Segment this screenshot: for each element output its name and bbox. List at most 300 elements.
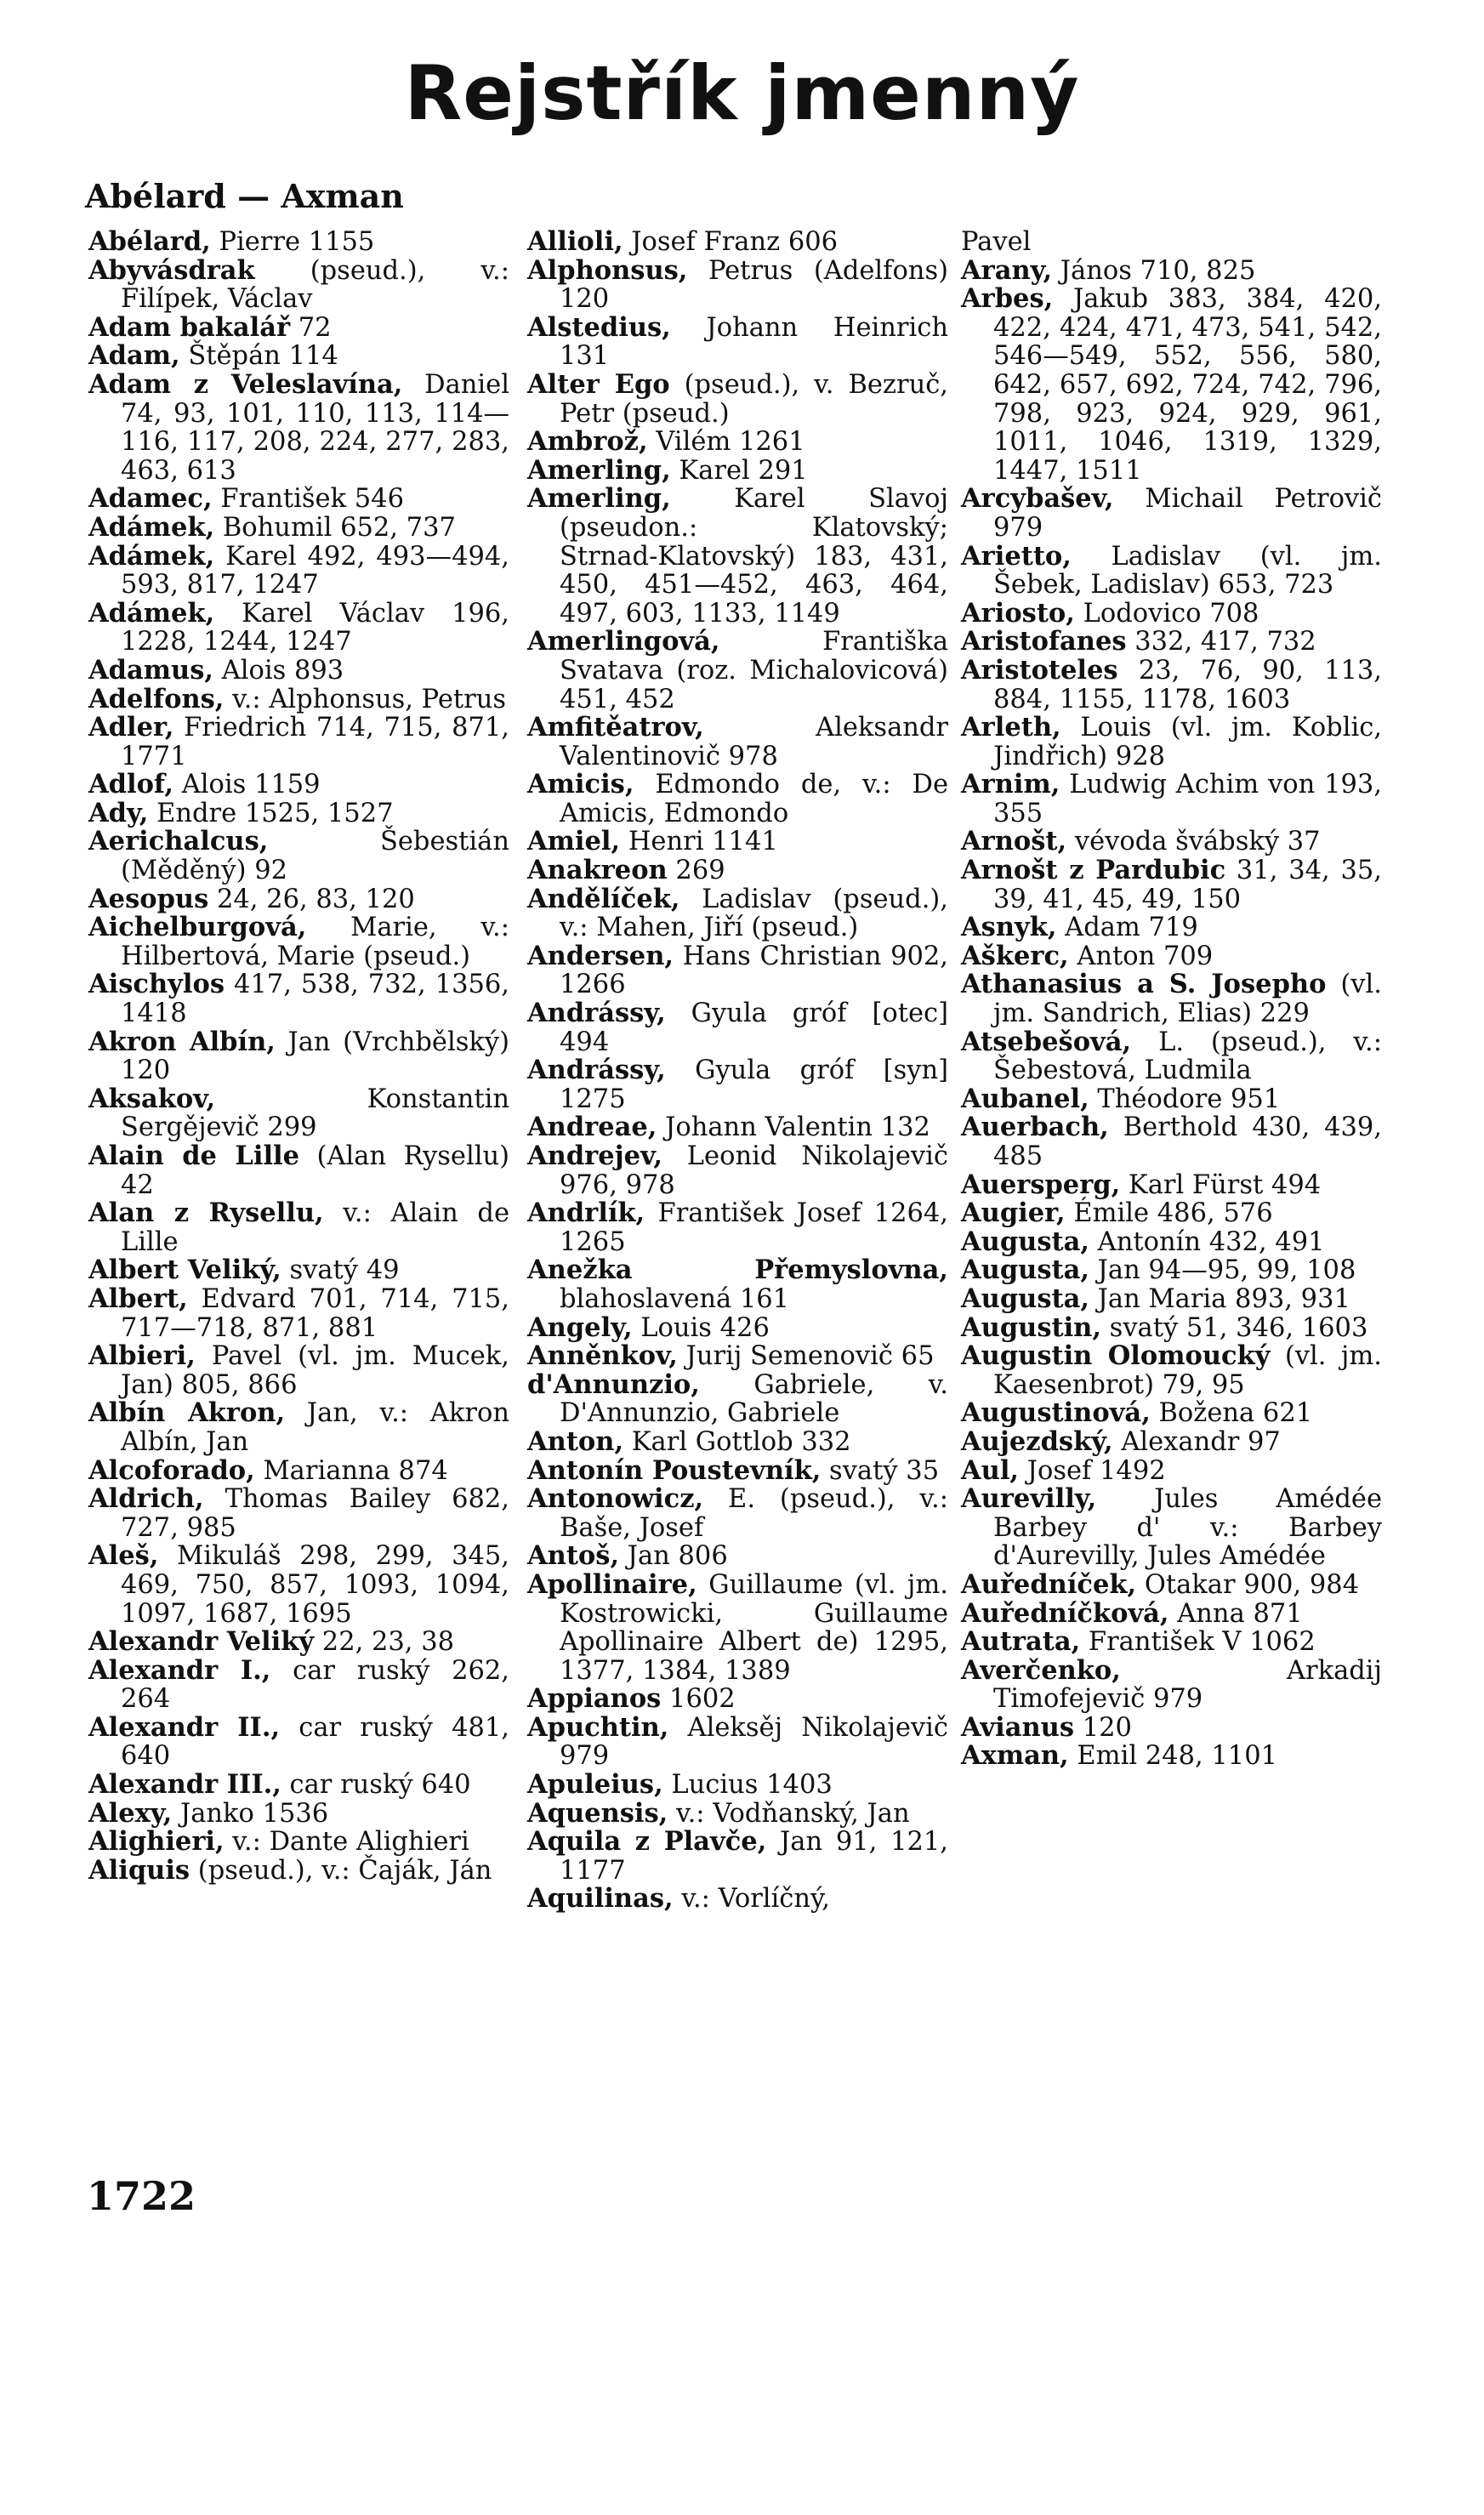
- index-entry: [527, 942, 948, 999]
- index-entry: [88, 485, 509, 514]
- index-entry: [527, 1685, 948, 1714]
- index-entry: [88, 311, 509, 343]
- entry-references: Louis 426: [632, 1312, 770, 1343]
- entry-headword: Arleth,: [961, 712, 1061, 743]
- index-entry: [961, 254, 1382, 286]
- entry-headword: Auerbach,: [961, 1112, 1109, 1143]
- entry-references: Ludwig Achim von 193, 355: [993, 770, 1382, 828]
- entry-headword: Arnim,: [961, 769, 1060, 800]
- entry-references: (Alan Rysellu) 42: [121, 1141, 510, 1200]
- entry-headword: Amiel,: [527, 826, 621, 857]
- entry-references: Otakar 900, 984: [1136, 1569, 1360, 1600]
- entry-headword: Alstedius,: [527, 311, 671, 343]
- entry-references: Antonín 432, 491: [1089, 1226, 1325, 1257]
- entry-headword: Anakreon: [527, 855, 668, 886]
- entry-references: v.: Vodňanský, Jan: [668, 1798, 910, 1829]
- index-column-3: [961, 228, 1382, 1771]
- index-entry: [527, 1542, 948, 1571]
- index-entry: [961, 628, 1382, 657]
- entry-references: Konstantin Sergějevič 299: [121, 1084, 509, 1143]
- entry-headword: Aksakov,: [88, 1083, 216, 1114]
- index-entry: [88, 540, 509, 600]
- entry-references: car ruský 481, 640: [121, 1712, 509, 1772]
- entry-references: Bohumil 652, 737: [214, 512, 456, 543]
- entry-headword: Augusta,: [961, 1283, 1089, 1314]
- index-entry: [88, 1028, 509, 1085]
- index-entry: [88, 1542, 509, 1628]
- index-column-2: [527, 228, 948, 1914]
- entry-references: Josef 1492: [1019, 1455, 1166, 1486]
- entry-headword: Avianus: [961, 1711, 1075, 1743]
- index-entry: [527, 1885, 948, 1914]
- section-range-heading: Abélard — Axman: [85, 177, 404, 215]
- index-entry: [88, 1199, 509, 1256]
- index-entry: [88, 228, 509, 257]
- index-entry: [961, 771, 1382, 828]
- entry-references: Karel Václav 196, 1228, 1244, 1247: [121, 598, 509, 657]
- entry-references: Arkadij Timofejevič 979: [993, 1655, 1382, 1715]
- index-entry: [88, 1654, 510, 1715]
- index-entry: [527, 1711, 948, 1772]
- entry-headword: Antonín Poustevník,: [527, 1454, 822, 1486]
- index-entry: [88, 828, 509, 885]
- entry-references: János 710, 825: [1052, 255, 1256, 286]
- entry-headword: Apollinaire,: [527, 1568, 697, 1600]
- index-entry: [88, 1628, 509, 1657]
- entry-headword: Abélard,: [88, 226, 211, 257]
- entry-headword: Arnošt,: [961, 826, 1067, 857]
- entry-references: Hans Christian 902, 1266: [560, 941, 948, 1000]
- entry-headword: Axman,: [961, 1740, 1069, 1772]
- entry-headword: Arietto,: [961, 540, 1072, 572]
- entry-headword: Anton,: [527, 1425, 624, 1457]
- entry-references: Jan, v.: Akron Albín, Jan: [121, 1398, 509, 1457]
- entry-references: Edmondo de, v.: De Amicis, Edmondo: [560, 770, 948, 828]
- entry-headword: Amerlingová,: [527, 626, 720, 657]
- index-entry: [88, 1342, 509, 1399]
- entry-headword: Aujezdský,: [961, 1425, 1113, 1457]
- entry-headword: Amerling,: [527, 483, 671, 515]
- entry-headword: Ady,: [88, 797, 149, 828]
- entry-headword: Andrássy,: [527, 998, 666, 1029]
- index-entry: [961, 1085, 1382, 1114]
- entry-references: Karl Gottlob 332: [623, 1426, 851, 1457]
- entry-headword: Aesopus: [88, 883, 209, 914]
- entry-headword: Alan z Rysellu,: [88, 1198, 324, 1229]
- entry-headword: Aubanel,: [961, 1083, 1089, 1114]
- entry-references: Mikuláš 298, 299, 345, 469, 750, 857, 1093, 1094, 1097, 1687, 1695: [121, 1541, 509, 1629]
- index-entry: [88, 597, 509, 657]
- index-entry: [88, 368, 509, 486]
- entry-references: František 546: [212, 484, 404, 515]
- index-entry: [88, 1399, 509, 1456]
- entry-references: Alois 1159: [173, 770, 321, 800]
- entry-headword: Arcybašev,: [961, 483, 1114, 515]
- entry-headword: Adam z Veleslavína,: [88, 368, 403, 400]
- entry-headword: Augustin,: [961, 1312, 1101, 1343]
- page-title: Rejstřík jmenný: [404, 49, 1080, 137]
- entry-references: Adam 719: [1056, 913, 1198, 943]
- index-entry: [88, 1828, 509, 1857]
- index-entry: [527, 1056, 948, 1113]
- index-entry: [961, 1654, 1382, 1715]
- index-entry: [527, 454, 948, 486]
- index-entry: [961, 856, 1382, 913]
- entry-references: v.: Dante Alighieri: [224, 1827, 469, 1858]
- entry-references: Aleksandr Valentinovič 978: [560, 713, 948, 771]
- index-entry: [527, 1142, 948, 1199]
- index-entry: [961, 485, 1382, 542]
- index-entry: [961, 1597, 1382, 1629]
- index-entry: [88, 254, 509, 315]
- entry-references: Michail Petrovič 979: [993, 484, 1382, 543]
- entry-headword: Aleš,: [88, 1540, 159, 1572]
- entry-headword: Andělíček,: [527, 883, 680, 914]
- entry-references: Thomas Bailey 682, 727, 985: [121, 1484, 509, 1543]
- entry-headword: Arnošt z Pardubic: [961, 855, 1226, 886]
- entry-headword: Adamus,: [88, 654, 213, 686]
- entry-references: Théodore 951: [1089, 1084, 1281, 1114]
- entry-headword: Alexandr III.,: [88, 1769, 281, 1801]
- index-entry: [527, 485, 948, 628]
- index-entry: [961, 913, 1382, 942]
- entry-headword: Adam bakalář: [88, 311, 291, 343]
- entry-references: E. (pseud.), v.: Baše, Josef: [560, 1484, 948, 1543]
- entry-headword: Adam,: [88, 340, 180, 372]
- entry-references: Karl Fürst 494: [1120, 1169, 1322, 1200]
- entry-headword: Aischylos: [88, 969, 225, 1000]
- entry-headword: Alphonsus,: [527, 254, 688, 286]
- index-entry: [88, 1771, 509, 1800]
- entry-references: Ladislav (vl. jm. Šebek, Ladislav) 653, 723: [993, 541, 1382, 600]
- entry-headword: Alcoforado,: [88, 1454, 255, 1486]
- index-entry: [961, 1485, 1382, 1571]
- entry-headword: Adelfons,: [88, 683, 225, 714]
- index-entry: [527, 771, 948, 828]
- entry-headword: Alexandr I.,: [88, 1654, 271, 1686]
- index-entry: [961, 1742, 1382, 1771]
- entry-references: Jan (Vrchbělský) 120: [121, 1027, 509, 1086]
- entry-references: František V 1062: [1080, 1627, 1316, 1658]
- entry-references: 23, 76, 90, 113, 884, 1155, 1178, 1603: [993, 655, 1382, 714]
- entry-references: (vl. jm. Sandrich, Elias) 229: [993, 970, 1382, 1029]
- entry-headword: Allioli,: [527, 226, 623, 257]
- entry-references: Daniel 74, 93, 101, 110, 113, 114—116, 117, 208, 224, 277, 283, 463, 613: [121, 369, 509, 486]
- index-entry: [527, 1454, 948, 1486]
- entry-references: Ladislav (pseud.), v.: Mahen, Jiří (pseud.): [560, 884, 948, 943]
- entry-references: Šebestián (Měděný) 92: [121, 827, 509, 886]
- entry-headword: Apuchtin,: [527, 1711, 669, 1743]
- index-entry: [88, 1854, 509, 1886]
- index-entry: [961, 1628, 1382, 1657]
- entry-references: Alois 893: [213, 655, 344, 686]
- entry-references: Alexandr 97: [1112, 1426, 1281, 1457]
- entry-references: (pseud.), v.: Filípek, Václav: [121, 255, 509, 315]
- entry-headword: Augustinová,: [961, 1397, 1151, 1429]
- index-entry: [527, 1314, 948, 1343]
- entry-headword: Andrássy,: [527, 1055, 666, 1086]
- entry-references: Jurij Semenovič 65: [677, 1341, 935, 1372]
- entry-references: Karel 492, 493—494, 593, 817, 1247: [121, 541, 509, 600]
- entry-references: Jan 94—95, 99, 108: [1089, 1255, 1356, 1286]
- entry-references: Jan 806: [619, 1541, 728, 1572]
- entry-references: (pseud.), v. Bezruč, Petr (pseud.): [560, 369, 948, 429]
- entry-headword: Abyvásdrak: [88, 254, 255, 286]
- entry-references: Berthold 430, 439, 485: [993, 1112, 1382, 1171]
- index-entry: [961, 540, 1382, 600]
- entry-references: Pavel (vl. jm. Mucek, Jan) 805, 866: [121, 1341, 509, 1400]
- index-entry: [88, 970, 509, 1027]
- entry-headword: Arany,: [961, 254, 1053, 286]
- entry-headword: Albín Akron,: [88, 1397, 286, 1429]
- entry-headword: d'Annunzio,: [527, 1368, 700, 1400]
- entry-headword: Alter Ego: [527, 368, 670, 400]
- index-entry: [527, 428, 948, 457]
- entry-headword: Adler,: [88, 712, 174, 743]
- index-entry: [961, 1454, 1382, 1486]
- index-entry: [527, 1771, 948, 1800]
- entry-references: Karel Slavoj (pseudon.: Klatovský; Strnad-Klatovský) 183, 431, 450, 451—452, 463, 464, 497, 603, 1133, 1149: [560, 484, 948, 629]
- entry-headword: Athanasius a S. Josepho: [961, 969, 1327, 1000]
- index-entry: [88, 1085, 509, 1142]
- entry-references: Johann Heinrich 131: [560, 312, 948, 372]
- entry-headword: Angely,: [527, 1312, 633, 1343]
- entry-headword: Asnyk,: [961, 912, 1057, 943]
- entry-headword: Amfitěatrov,: [527, 712, 704, 743]
- page-number: 1722: [87, 2173, 196, 2219]
- entry-headword: Auředníček,: [961, 1568, 1137, 1600]
- entry-references: Anton 709: [1068, 941, 1214, 971]
- index-entry: [961, 1342, 1382, 1399]
- entry-headword: Antoš,: [527, 1540, 620, 1572]
- entry-references: 332, 417, 732: [1126, 627, 1316, 657]
- index-entry: [88, 771, 509, 799]
- entry-references: Louis (vl. jm. Koblic, Jindřich) 928: [993, 713, 1382, 771]
- entry-headword: Aquila z Plavče,: [527, 1826, 767, 1858]
- entry-headword: Andrlík,: [527, 1198, 645, 1229]
- entry-headword: Adámek,: [88, 511, 215, 543]
- index-entry: [88, 1711, 509, 1772]
- entry-headword: Alain de Lille: [88, 1141, 300, 1171]
- index-entry: [961, 654, 1382, 714]
- entry-headword: Augusta,: [961, 1255, 1089, 1286]
- index-entry: [527, 1113, 948, 1142]
- entry-references: 72: [290, 312, 332, 343]
- index-entry: [88, 1454, 509, 1486]
- entry-references: svatý 51, 346, 1603: [1100, 1312, 1368, 1343]
- entry-references: Jules Amédée Barbey d' v.: Barbey d'Aurevilly, Jules Amédée: [993, 1484, 1382, 1572]
- entry-references: svatý 35: [821, 1455, 940, 1486]
- entry-references: Aleksěj Nikolajevič 979: [560, 1712, 948, 1772]
- index-entry: [527, 311, 948, 372]
- entry-references: Gyula gróf [syn] 1275: [560, 1056, 948, 1114]
- index-entry: [88, 714, 509, 771]
- index-entry: [527, 1425, 948, 1457]
- entry-headword: Alighieri,: [88, 1826, 225, 1858]
- entry-references: 120: [1074, 1712, 1132, 1743]
- index-entry: [961, 1028, 1382, 1085]
- entry-headword: Andrejev,: [527, 1141, 662, 1171]
- entry-headword: Adlof,: [88, 769, 173, 800]
- entry-headword: Amicis,: [527, 769, 634, 800]
- entry-headword: Apuleius,: [527, 1769, 663, 1801]
- index-entry: [527, 368, 948, 429]
- entry-headword: Aurevilly,: [961, 1483, 1097, 1515]
- entry-headword: Adámek,: [88, 540, 215, 572]
- entry-headword: Arbes,: [961, 283, 1054, 315]
- entry-headword: Auředníčková,: [961, 1597, 1169, 1629]
- index-entry: [527, 885, 948, 942]
- entry-headword: Aquilinas,: [527, 1883, 674, 1915]
- index-entry: [88, 683, 509, 714]
- entry-references: 269: [667, 856, 725, 886]
- entry-references: vévoda švábský 37: [1066, 827, 1321, 857]
- entry-references: car ruský 640: [281, 1770, 471, 1801]
- entry-headword: Antonowicz,: [527, 1483, 704, 1515]
- entry-headword: Appianos: [527, 1683, 662, 1715]
- entry-references: 22, 23, 38: [314, 1627, 454, 1658]
- entry-headword: Alexandr II.,: [88, 1711, 281, 1743]
- index-entry: [527, 628, 948, 714]
- entry-headword: Akron Albín,: [88, 1026, 276, 1057]
- entry-references: Johann Valentin 132: [657, 1112, 930, 1143]
- index-entry: [961, 942, 1382, 971]
- entry-headword: Auersperg,: [961, 1169, 1121, 1200]
- entry-references: Pavel: [961, 227, 1032, 257]
- index-entry: [88, 1142, 509, 1199]
- index-entry: [88, 342, 509, 371]
- entry-headword: Atsebešová,: [961, 1026, 1132, 1057]
- entry-references: Jan Maria 893, 931: [1089, 1283, 1350, 1314]
- index-entry: [961, 828, 1382, 856]
- entry-headword: Amerling,: [527, 454, 671, 486]
- entry-headword: Anežka Přemyslovna,: [527, 1255, 948, 1286]
- index-entry: [88, 1485, 509, 1542]
- entry-references: Jakub 383, 384, 420, 422, 424, 471, 473, 541, 542, 546—549, 552, 556, 580, 642, 657, 692, 724, 742, 796, 798, 923, 924, 929, 961, 1011, 1046, 1319, 1329, 1447, 1511: [993, 284, 1382, 486]
- entry-headword: Augusta,: [961, 1226, 1089, 1257]
- index-entry: [88, 654, 509, 686]
- entry-headword: Alexy,: [88, 1797, 173, 1829]
- entry-references: Marie, v.: Hilbertová, Marie (pseud.): [121, 913, 509, 971]
- index-entry: [961, 1171, 1382, 1200]
- entry-headword: Albieri,: [88, 1340, 196, 1372]
- entry-references: Lodovico 708: [1074, 598, 1259, 629]
- index-entry: [88, 885, 509, 914]
- entry-headword: Averčenko,: [961, 1654, 1121, 1686]
- entry-references: Františka Svatava (roz. Michalovicová) 451, 452: [560, 627, 948, 714]
- entry-references: Josef Franz 606: [623, 227, 839, 257]
- index-entry: [527, 1797, 948, 1829]
- entry-references: Janko 1536: [172, 1798, 329, 1829]
- entry-references: Vilém 1261: [647, 427, 805, 458]
- entry-references: Émile 486, 576: [1065, 1198, 1273, 1229]
- entry-headword: Aškerc,: [961, 940, 1069, 971]
- entry-references: 417, 538, 732, 1356, 1418: [121, 970, 509, 1029]
- entry-references: František Josef 1264, 1265: [560, 1198, 948, 1257]
- index-entry: [88, 511, 509, 543]
- index-entry: [527, 1368, 948, 1429]
- entry-references: v.: Alphonsus, Petrus: [224, 684, 507, 714]
- entry-headword: Aerichalcus,: [88, 826, 269, 857]
- entry-references: (vl. jm. Kaesenbrot) 79, 95: [993, 1341, 1382, 1400]
- index-entry: [527, 1485, 948, 1542]
- index-entry: [527, 1256, 948, 1313]
- index-entry: [961, 1256, 1382, 1285]
- entry-headword: Adamec,: [88, 483, 213, 515]
- entry-references: Božena 621: [1150, 1398, 1313, 1429]
- entry-headword: Augustin Olomoucký: [961, 1340, 1271, 1372]
- entry-headword: Albert Veliký,: [88, 1255, 281, 1286]
- entry-references: Edvard 701, 714, 715, 717—718, 871, 881: [121, 1283, 509, 1343]
- entry-headword: Aichelburgová,: [88, 912, 307, 943]
- index-entry: [961, 1199, 1382, 1228]
- index-entry: [527, 1568, 948, 1686]
- entry-references: Henri 1141: [620, 827, 778, 857]
- entry-headword: Anněnkov,: [527, 1340, 678, 1372]
- entry-references: 1602: [661, 1684, 736, 1715]
- entry-headword: Aldrich,: [88, 1483, 204, 1515]
- index-entry: [961, 1425, 1382, 1457]
- entry-references: L. (pseud.), v.: Šebestová, Ludmila: [993, 1027, 1382, 1086]
- entry-headword: Aristofanes: [961, 626, 1127, 657]
- index-entry: [961, 1228, 1382, 1257]
- index-entry: [961, 597, 1382, 629]
- index-entry: [961, 1285, 1382, 1314]
- entry-headword: Aliquis: [88, 1854, 190, 1886]
- index-entry: [527, 856, 948, 885]
- entry-headword: Andersen,: [527, 940, 674, 971]
- entry-references: Štěpán 114: [179, 341, 338, 372]
- index-entry: [961, 228, 1382, 257]
- entry-references: 24, 26, 83, 120: [208, 884, 415, 914]
- entry-references: 31, 34, 35, 39, 41, 45, 49, 150: [993, 856, 1382, 914]
- index-entry: [88, 913, 509, 970]
- entry-headword: Autrata,: [961, 1626, 1081, 1658]
- entry-references: Lucius 1403: [662, 1770, 833, 1801]
- entry-references: Guillaume (vl. jm. Kostrowicki, Guillaume Apollinaire Albert de) 1295, 1377, 1384, 1389: [560, 1569, 948, 1686]
- index-entry: [88, 799, 509, 828]
- entry-references: Friedrich 714, 715, 871, 1771: [121, 713, 509, 771]
- entry-references: Emil 248, 1101: [1068, 1741, 1277, 1772]
- index-entry: [527, 714, 948, 771]
- entry-references: blahoslavená 161: [560, 1283, 790, 1314]
- entry-references: (pseud.), v.: Čaják, Ján: [190, 1855, 492, 1886]
- index-entry: [527, 228, 948, 257]
- index-entry: [961, 970, 1382, 1027]
- index-entry: [527, 828, 948, 856]
- index-entry: [961, 1711, 1382, 1743]
- entry-references: Petrus (Adelfons) 120: [560, 255, 948, 315]
- entry-headword: Adámek,: [88, 597, 215, 629]
- entry-references: Endre 1525, 1527: [148, 798, 394, 828]
- entry-headword: Aristoteles: [961, 654, 1118, 686]
- index-column-1: [88, 228, 509, 1885]
- entry-references: Marianna 874: [254, 1455, 448, 1486]
- entry-references: Jan 91, 121, 1177: [560, 1827, 948, 1886]
- index-entry: [961, 285, 1382, 485]
- index-entry: [527, 1828, 948, 1885]
- entry-references: Gyula gróf [otec] 494: [560, 999, 948, 1057]
- entry-headword: Albert,: [88, 1283, 188, 1314]
- entry-headword: Aquensis,: [527, 1797, 668, 1829]
- index-entry: [961, 1314, 1382, 1343]
- entry-references: Leonid Nikolajevič 976, 978: [560, 1141, 948, 1200]
- entry-headword: Andreae,: [527, 1112, 657, 1143]
- entry-references: v.: Vorlíčný,: [673, 1884, 830, 1915]
- entry-headword: Aul,: [961, 1454, 1020, 1486]
- index-entry: [88, 1285, 509, 1342]
- entry-references: svatý 49: [281, 1255, 400, 1286]
